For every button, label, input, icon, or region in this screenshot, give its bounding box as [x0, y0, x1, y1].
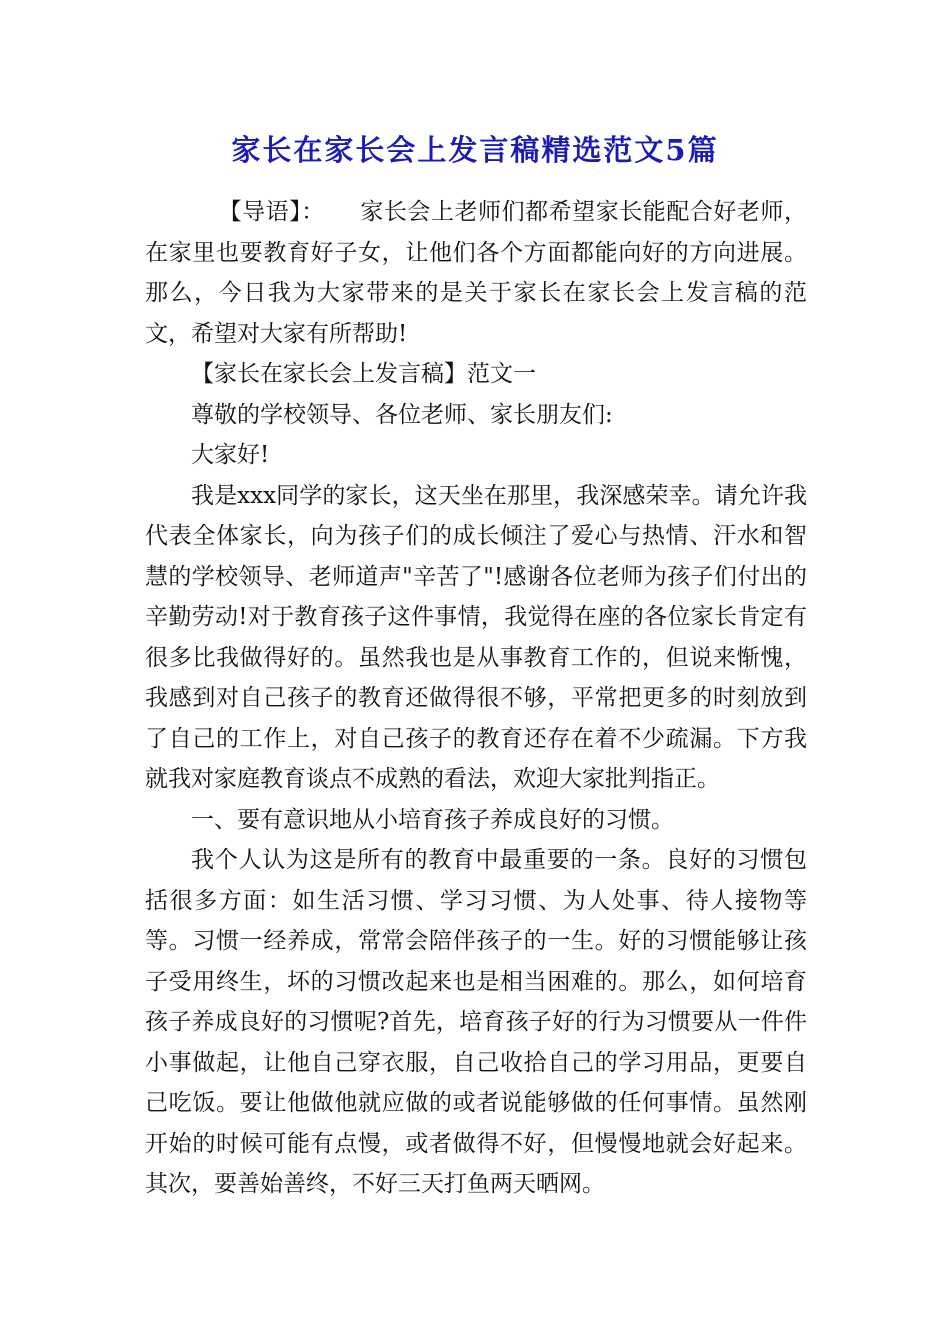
document-body [145, 192, 807, 1205]
intro-paragraph: 【导语】： 家长会上老师们都希望家长能配合好老师，在家里也要教育好子女，让他们各个方面都能向好的方向进展。那么，今日我为大家带来的是关于家长在家长会上发言稿的范文，希望对大家有所帮助! [145, 199, 807, 347]
point-heading: 一、要有意识地从小培育孩子养成良好的习惯。 [191, 806, 674, 833]
body-paragraph: 我是xxx同学的家长，这天坐在那里，我深感荣幸。请允许我代表全体家长，向为孩子们的成长倾注了爱心与热情、汗水和智慧的学校领导、老师道声"辛苦了"!感谢各位老师为孩子们付出的辛勤劳动!对于教育孩子这件事情，我觉得在座的各位家长肯定有很多比我做得好的。虽然我也是从事教育工作的，但说来惭愧，我感到对自己孩子的教育还做得很不够，平常把更多的时刻放到了自己的工作上，对自己孩子的教育还存在着不少疏漏。下方我就我对家庭教育谈点不成熟的看法，欢迎大家批判指正。 [145, 482, 807, 792]
document-title: 家长在家长会上发言稿精选范文5篇 [231, 133, 719, 167]
salutation: 尊敬的学校领导、各位老师、家长朋友们: [191, 401, 613, 428]
section-heading: 【家长在家长会上发言稿】范文一 [191, 361, 536, 387]
greeting: 大家好! [191, 442, 270, 468]
body-paragraph: 我个人认为这是所有的教育中最重要的一条。良好的习惯包括很多方面：如生活习惯、学习习惯、为人处事、待人接物等等。习惯一经养成，常常会陪伴孩子的一生。好的习惯能够让孩子受用终生，坏的习惯改起来也是相当困难的。那么，如何培育孩子养成良好的习惯呢?首先，培育孩子好的行为习惯要从一件件小事做起，让他自己穿衣服，自己收拾自己的学习用品，更要自己吃饭。要让他做他就应做的或者说能够做的任何事情。虽然刚开始的时候可能有点慢，或者做得不好，但慢慢地就会好起来。其次，要善始善终，不好三天打鱼两天晒网。 [145, 847, 807, 1197]
